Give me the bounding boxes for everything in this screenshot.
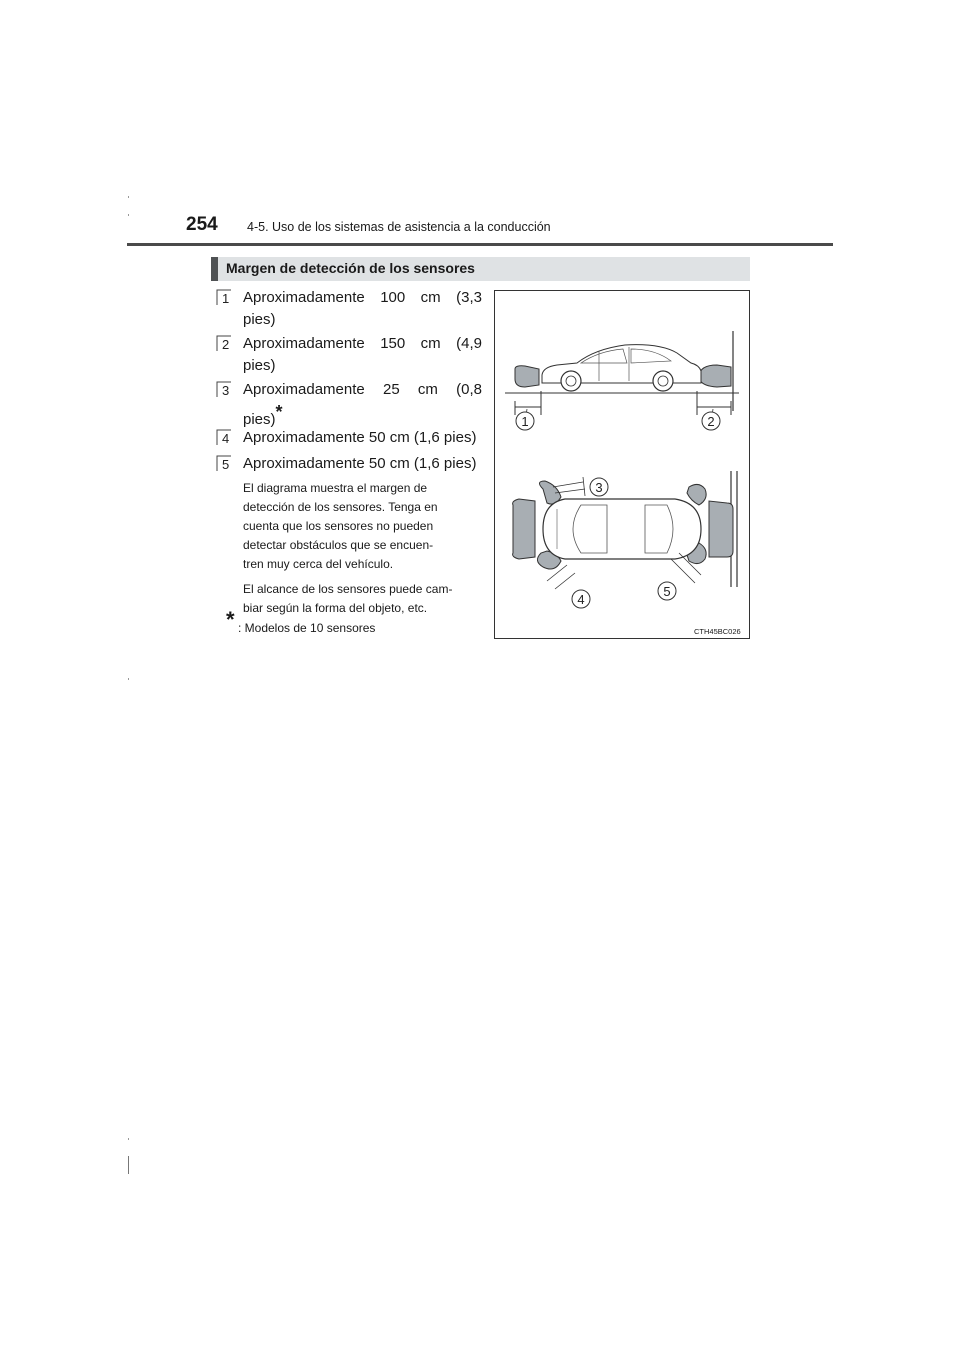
note-line: El diagrama muestra el margen de	[243, 481, 428, 495]
sensor-range-diagram	[495, 291, 749, 638]
item-text-line: Aproximadamente 50 cm (1,6 pies)	[243, 455, 477, 472]
item-number-badge	[216, 335, 234, 353]
side-view	[505, 331, 739, 430]
item-number: 2	[222, 337, 230, 352]
item-number: 4	[222, 431, 230, 446]
item-number: 5	[222, 457, 230, 472]
header-rule	[127, 243, 833, 246]
top-view	[513, 471, 737, 608]
footnote-text: : Modelos de 10 sensores	[238, 621, 376, 635]
item-text-line: pies)	[243, 357, 276, 374]
margin-tick	[128, 1138, 129, 1140]
note-line: tren muy cerca del vehículo.	[243, 557, 394, 571]
figure-code: CTH45BC026	[694, 627, 741, 636]
callout-label: 1	[521, 414, 529, 429]
margin-tick	[128, 214, 129, 216]
callout-label: 3	[595, 480, 603, 495]
item-text-line: Aproximadamente 150 cm (4,9	[243, 335, 482, 352]
item-number: 3	[222, 383, 230, 398]
note-line: cuenta que los sensores no pueden	[243, 519, 434, 533]
callout-label: 4	[577, 592, 585, 607]
item-number-badge	[216, 289, 234, 307]
asterisk-mark: *	[275, 402, 283, 422]
list-item	[216, 287, 482, 333]
item-number-badge	[216, 455, 234, 473]
callout-label: 2	[707, 414, 715, 429]
section-header: 4-5. Uso de los sistemas de asistencia a la conducción	[247, 220, 551, 234]
item-text-line: Aproximadamente 50 cm (1,6 pies)	[243, 429, 477, 446]
note-line: biar según la forma del objeto, etc.	[243, 601, 428, 615]
list-item	[216, 427, 482, 451]
item-number-badge	[216, 381, 234, 399]
note-line: detección de los sensores. Tenga en	[243, 500, 438, 514]
list-item	[216, 379, 482, 428]
item-text: pies)	[243, 411, 276, 428]
item-number-badge	[216, 429, 234, 447]
note-line: El alcance de los sensores puede cam-	[243, 582, 453, 596]
note-line: detectar obstáculos que se encuen-	[243, 538, 434, 552]
page-number: 254	[186, 214, 218, 235]
item-text-line: pies)	[243, 311, 276, 328]
list-item	[216, 333, 482, 379]
section-bar-mark	[211, 257, 218, 281]
margin-tick	[128, 678, 129, 680]
item-text-line: Aproximadamente 25 cm (0,8	[243, 381, 482, 398]
figure-frame	[494, 290, 750, 639]
footnote-mark: *	[226, 607, 235, 632]
margin-tick	[128, 1156, 129, 1174]
callout-label: 5	[663, 584, 671, 599]
section-title: Margen de detección de los sensores	[226, 260, 475, 276]
list-item	[216, 453, 482, 477]
item-number: 1	[222, 291, 230, 306]
item-text-line: Aproximadamente 100 cm (3,3	[243, 289, 482, 306]
margin-tick	[128, 196, 129, 198]
